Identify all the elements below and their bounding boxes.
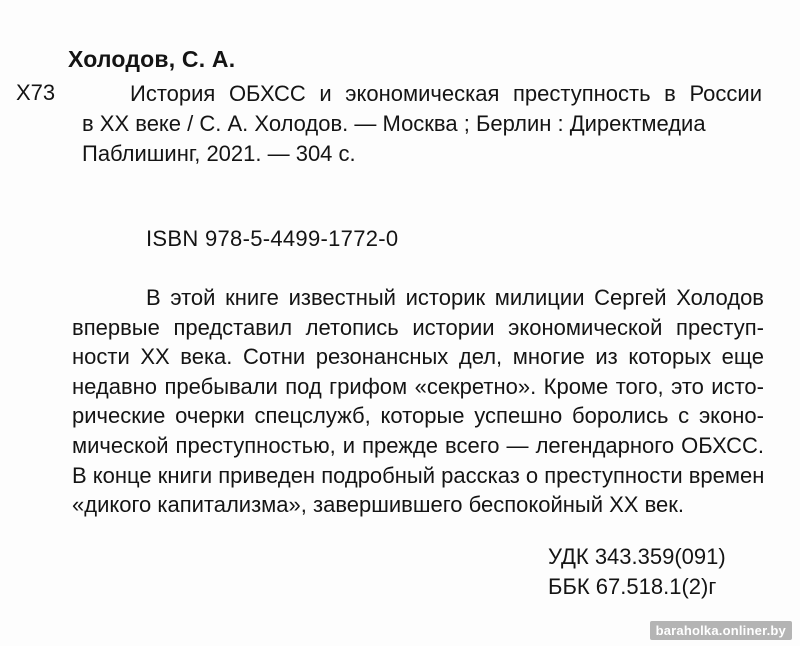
bibliographic-description	[82, 79, 762, 169]
abstract-line: недавно пребывали под грифом «секретно». Кроме того, это исто-	[72, 373, 764, 399]
abstract-line: мической преступностью, и прежде всего — легендарного ОБХСС.	[72, 432, 764, 458]
author-heading: Холодов, С. А.	[68, 46, 236, 72]
bibliography-line: История ОБХСС и экономическая преступность в России	[130, 81, 762, 106]
udk-code: УДК 343.359(091)	[548, 544, 726, 569]
abstract-line: впервые представил летопись истории экономической преступ-	[72, 314, 764, 340]
abstract-line: В этой книге известный историк милиции Сергей Холодов	[146, 285, 764, 310]
bbk-code: ББК 67.518.1(2)г	[548, 574, 717, 599]
bibliography-line: Паблишинг, 2021. — 304 с.	[82, 141, 356, 166]
abstract-paragraph	[72, 283, 764, 520]
abstract-line: В конце книги приведен подробный рассказ о преступности времен	[72, 462, 765, 488]
abstract-line: рические очерки спецслужб, которые успешно боролись с эконо-	[72, 403, 764, 429]
bibliography-line: в XX веке / С. А. Холодов. — Москва ; Берлин : Директмедиа	[82, 111, 706, 136]
isbn-number: ISBN 978-5-4499-1772-0	[146, 226, 399, 251]
abstract-line: «дикого капитализма», завершившего беспокойный XX век.	[72, 492, 685, 518]
classification-codes	[548, 542, 726, 602]
abstract-line: ности XX века. Сотни резонансных дел, многие из которых еще	[72, 344, 764, 370]
author-index-code: Х73	[16, 80, 56, 105]
watermark-label: baraholka.onliner.by	[650, 621, 792, 640]
